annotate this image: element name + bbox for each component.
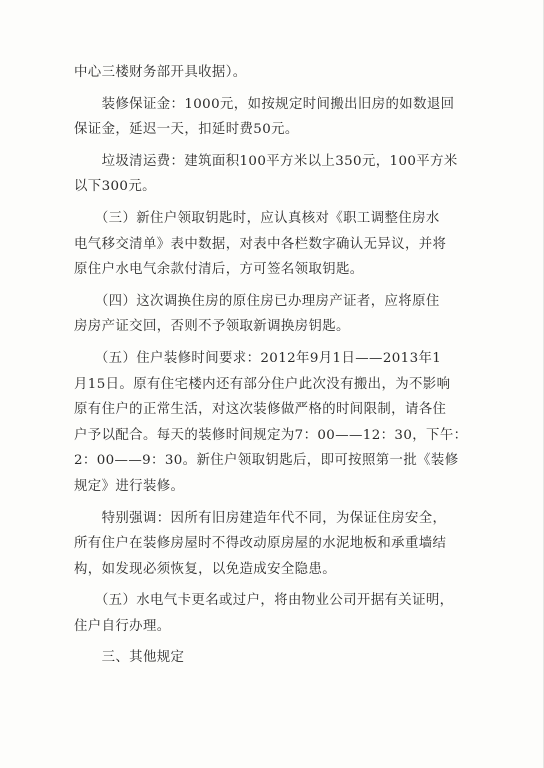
text-line: 户予以配合。每天的装修时间规定为7：00——12：30，下午： (74, 427, 468, 443)
text-line: 电气移交清单》表中数据，对表中各栏数字确认无异议，并将 (74, 236, 447, 252)
text-line: 原住户水电气余款付清后，方可签名领取钥匙。 (74, 262, 364, 278)
text-line: 2：00——9：30。新住户领取钥匙后，即可按照第一批《装修 (74, 453, 459, 469)
text-line: 中心三楼财务部开具收据）。 (74, 65, 247, 80)
section-heading: 三、其他规定 (74, 650, 185, 666)
paragraph-utility-card-transfer (74, 588, 474, 639)
section-heading-other-rules (74, 645, 474, 671)
text-line: 装修保证金：1000元，如按规定时间搬出旧房的如数退回 (74, 96, 455, 112)
text-line: （四）这次调换住房的原住房已办理房产证者，应将原住 (74, 293, 440, 309)
text-line: 以下300元。 (74, 179, 156, 195)
text-line: 原有住户的正常生活，对这次装修做严格的时间限制，请各住 (74, 402, 447, 418)
text-line: （五）水电气卡更名或过户，将由物业公司开据有关证明， (74, 593, 454, 609)
paragraph-section-5-renovation-time (74, 346, 474, 500)
paragraph-renovation-deposit (74, 92, 474, 143)
text-line: 房房产证交回，否则不予领取新调换房钥匙。 (74, 319, 350, 335)
document-body (74, 60, 474, 671)
paragraph-section-4-property-certificate (74, 289, 474, 340)
text-line: 特别强调：因所有旧房建造年代不同，为保证住房安全， (74, 510, 447, 526)
text-line: 垃圾清运费：建筑面积100平方米以上350元，100平方米 (74, 153, 458, 169)
paragraph-section-3-keys (74, 206, 474, 283)
text-line: （三）新住户领取钥匙时，应认真核对《职工调整住房水 (74, 210, 440, 226)
text-line: 构，如发现必须恢复，以免造成安全隐患。 (74, 561, 337, 577)
text-line: 保证金，延迟一天，扣延时费50元。 (74, 122, 299, 138)
text-line: 住户自行办理。 (74, 618, 171, 634)
text-line: 规定》进行装修。 (74, 478, 185, 494)
paragraph-special-emphasis (74, 506, 474, 583)
paragraph-garbage-fee (74, 149, 474, 200)
paragraph-receipt-note (74, 60, 474, 86)
text-line: 所有住户在装修房屋时不得改动原房屋的水泥地板和承重墙结 (74, 536, 447, 552)
text-line: （五）住户装修时间要求：2012年9月1日——2013年1 (74, 350, 442, 366)
text-line: 月15日。原有住宅楼内还有部分住户此次没有搬出，为不影响 (74, 376, 451, 392)
